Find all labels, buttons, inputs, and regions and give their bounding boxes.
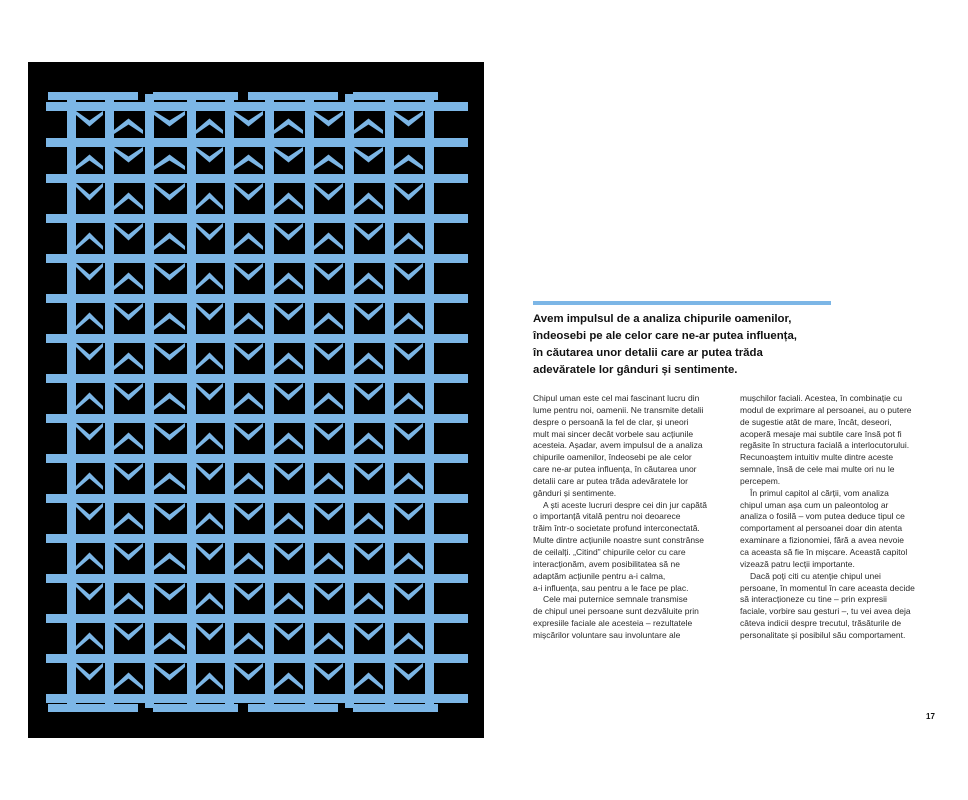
lattice-chevron xyxy=(196,593,223,611)
lattice-chevron xyxy=(114,383,143,401)
body-column-right xyxy=(740,393,936,642)
lattice-chevron xyxy=(274,543,303,561)
lattice-chevron xyxy=(154,155,185,171)
lattice-chevron xyxy=(114,303,143,321)
lattice-chevron xyxy=(274,353,303,371)
lattice-chevron xyxy=(154,313,185,331)
lead-line: în căutarea unor detalii care ar putea trăda xyxy=(533,347,763,359)
body-line: mișcărilor voluntare sau involuntare ale xyxy=(533,629,681,640)
lattice-chevron xyxy=(76,663,103,681)
lattice-horizontal-bar xyxy=(46,174,468,183)
lattice-chevron xyxy=(196,223,223,241)
lattice-chevron xyxy=(114,147,143,163)
lattice-chevron xyxy=(154,423,185,441)
lattice-chevron xyxy=(76,583,103,601)
lattice-chevron xyxy=(114,223,143,241)
lattice-chevron xyxy=(234,473,263,491)
lattice-chevron xyxy=(394,473,423,491)
body-line: faciale, vorbire sau gesturi –, tu vei avea deja xyxy=(740,606,911,617)
left-page-illustration xyxy=(28,62,484,738)
lattice-horizontal-bar xyxy=(46,654,468,663)
lattice-chevron xyxy=(196,119,223,135)
lattice-chevron xyxy=(394,183,423,201)
lattice-chevron xyxy=(394,503,423,521)
lattice-chevron xyxy=(314,263,343,281)
lattice-chevron xyxy=(76,633,103,651)
lattice-chevron xyxy=(274,193,303,211)
lattice-chevron xyxy=(314,393,343,411)
body-line: acoperă mesaje mai subtile care însă pot fi xyxy=(740,428,902,439)
lattice-chevron xyxy=(314,313,343,331)
lead-paragraph xyxy=(533,311,853,379)
lattice-chevron xyxy=(354,513,383,531)
lead-line: Avem impulsul de a analiza chipurile oamenilor, xyxy=(533,313,792,325)
lattice-chevron xyxy=(234,583,263,601)
lattice-chevron xyxy=(76,553,103,571)
body-line: de sugestie atât de mare, încât, deseori, xyxy=(740,416,892,427)
body-line: Chipul uman este cel mai fascinant lucru din xyxy=(533,393,700,403)
body-line: lume pentru noi, oamenii. Ne transmite detalii xyxy=(533,404,704,415)
lattice-chevron xyxy=(394,423,423,441)
lattice-chevron xyxy=(354,463,383,481)
lattice-chevron xyxy=(354,433,383,451)
lattice-horizontal-bar xyxy=(46,102,468,111)
lattice-chevron xyxy=(274,147,303,163)
lattice-chevron xyxy=(114,463,143,481)
lattice-chevron xyxy=(314,183,343,201)
lattice-chevron xyxy=(274,119,303,135)
lattice-chevron xyxy=(154,633,185,651)
body-line: adaptăm acțiunile pentru a-i calma, xyxy=(533,570,666,581)
lattice-horizontal-bar xyxy=(46,414,468,423)
lattice-chevron xyxy=(314,233,343,251)
lattice-cap xyxy=(248,92,338,100)
lead-line: adevăratele lor gânduri și sentimente. xyxy=(533,364,738,376)
lattice-chevron xyxy=(354,593,383,611)
body-line: analiza o fosilă – vom putea deduce tipul ce xyxy=(740,511,905,522)
lattice-chevron xyxy=(154,111,185,127)
body-line: examinare a fizionomiei, fără a avea nevoie xyxy=(740,535,904,546)
lattice-chevron xyxy=(274,623,303,641)
lattice-chevron xyxy=(114,353,143,371)
lattice-chevron xyxy=(314,111,343,127)
body-line: Dacă poți citi cu atenție chipul unei xyxy=(750,570,881,581)
lattice-chevron xyxy=(154,663,185,681)
lattice-chevron xyxy=(394,263,423,281)
lattice-horizontal-bar xyxy=(46,214,468,223)
body-line: percepem. xyxy=(740,475,781,486)
lattice-chevron xyxy=(354,623,383,641)
body-line: chipul uman așa cum un paleontolog ar xyxy=(740,499,889,510)
body-line: a-i influența, sau pentru a le face pe plac. xyxy=(533,582,689,593)
lattice-chevron xyxy=(314,583,343,601)
lattice-horizontal-bar xyxy=(46,534,468,543)
lattice-chevron xyxy=(196,147,223,163)
lattice-chevron xyxy=(234,111,263,127)
lattice-chevron xyxy=(76,313,103,331)
lattice-chevron xyxy=(274,593,303,611)
lattice-chevron xyxy=(114,543,143,561)
lattice-chevron xyxy=(274,383,303,401)
accent-rule xyxy=(533,301,831,305)
body-line: gânduri și sentimente. xyxy=(533,487,617,498)
lattice-chevron xyxy=(234,343,263,361)
body-line: o importanță vitală pentru noi deoarece xyxy=(533,511,681,522)
body-line: câteva indicii despre trecutul, trăsăturile de xyxy=(740,618,902,629)
lattice-chevron xyxy=(274,513,303,531)
lattice-chevron xyxy=(274,223,303,241)
lattice-cap xyxy=(153,704,238,712)
lattice-chevron xyxy=(154,263,185,281)
lattice-chevron xyxy=(234,393,263,411)
lattice-chevron xyxy=(154,343,185,361)
lattice-chevron xyxy=(76,473,103,491)
lattice-chevron xyxy=(314,503,343,521)
lattice-chevron xyxy=(196,463,223,481)
lattice-horizontal-bar xyxy=(46,138,468,147)
lattice-chevron xyxy=(394,233,423,251)
body-line: mușchilor faciali. Acestea, în combinație cu xyxy=(740,393,903,403)
body-line: regăsite în structura facială a interlocutorului. xyxy=(740,440,910,451)
lattice-horizontal-bar xyxy=(46,574,468,583)
lattice-chevron xyxy=(114,513,143,531)
body-column-left xyxy=(533,393,729,642)
lattice-chevron xyxy=(274,303,303,321)
lattice-chevron xyxy=(314,473,343,491)
lattice-chevron xyxy=(196,353,223,371)
lattice-chevron xyxy=(394,393,423,411)
lattice-chevron xyxy=(394,583,423,601)
lattice-chevron xyxy=(314,633,343,651)
body-line: În primul capitol al cărții, vom analiza xyxy=(750,487,889,498)
lattice-chevron xyxy=(154,183,185,201)
body-line: A ști aceste lucruri despre cei din jur capătă xyxy=(543,499,707,510)
body-line: personalitate și posibilul său comportament. xyxy=(740,629,906,640)
page-number: 17 xyxy=(926,712,935,721)
lattice-chevron xyxy=(76,155,103,171)
lattice-chevron xyxy=(394,663,423,681)
lattice-chevron xyxy=(234,503,263,521)
lattice-pattern-image xyxy=(28,62,484,738)
lattice-chevron xyxy=(234,155,263,171)
lattice-chevron xyxy=(314,423,343,441)
lattice-chevron xyxy=(234,663,263,681)
lattice-cap xyxy=(48,92,138,100)
right-page xyxy=(484,62,968,738)
lattice-chevron xyxy=(314,155,343,171)
lattice-horizontal-bar xyxy=(46,374,468,383)
lattice-chevron xyxy=(196,623,223,641)
lattice-cap xyxy=(353,92,438,100)
body-line: despre o persoană la fel de clar, și uneori xyxy=(533,416,689,427)
lattice-chevron xyxy=(114,433,143,451)
lattice-chevron xyxy=(354,193,383,211)
lattice-horizontal-bar xyxy=(46,494,468,503)
lattice-chevron xyxy=(274,273,303,291)
lattice-chevron xyxy=(394,633,423,651)
lattice-chevron xyxy=(76,183,103,201)
lattice-chevron xyxy=(354,303,383,321)
body-line: Recunoaștem intuitiv multe dintre aceste xyxy=(740,452,894,463)
lattice-horizontal-bar xyxy=(46,694,468,703)
lattice-chevron xyxy=(354,673,383,691)
lattice-cap xyxy=(353,704,438,712)
lattice-chevron xyxy=(114,673,143,691)
lattice-chevron xyxy=(114,273,143,291)
lattice-chevron xyxy=(394,313,423,331)
body-line: expresiile faciale ale acesteia – rezultatele xyxy=(533,618,693,629)
lattice-horizontal-bar xyxy=(46,614,468,623)
lattice-chevron xyxy=(154,233,185,251)
lattice-chevron xyxy=(196,193,223,211)
lattice-chevron xyxy=(154,583,185,601)
lattice-chevron xyxy=(354,383,383,401)
body-line: comportament al persoanei doar din atenta xyxy=(740,523,903,534)
lattice-chevron xyxy=(234,233,263,251)
lattice-chevron xyxy=(354,273,383,291)
lattice-chevron xyxy=(354,353,383,371)
body-line: de chipul unei persoane sunt dezvăluite prin xyxy=(533,606,699,617)
lattice-chevron xyxy=(76,233,103,251)
lattice-chevron xyxy=(234,313,263,331)
lattice-chevron xyxy=(76,111,103,127)
body-line: chipurile oamenilor, îndeosebi pe ale celor xyxy=(533,452,692,463)
lattice-chevron xyxy=(196,273,223,291)
lattice-chevron xyxy=(394,155,423,171)
lattice-chevron xyxy=(196,303,223,321)
lattice-chevron xyxy=(314,663,343,681)
body-line: interacționăm, avem posibilitatea să ne xyxy=(533,558,680,569)
lattice-chevron xyxy=(234,263,263,281)
lattice-chevron xyxy=(234,553,263,571)
body-line: trăim într-o societate profund interconectată. xyxy=(533,523,700,534)
lattice-chevron xyxy=(274,673,303,691)
lattice-chevron xyxy=(114,193,143,211)
lattice-chevron xyxy=(234,633,263,651)
lattice-chevron xyxy=(354,119,383,135)
body-line: detalii care ar putea trăda adevăratele lor xyxy=(533,475,688,486)
lattice-chevron xyxy=(114,623,143,641)
lattice-horizontal-bar xyxy=(46,334,468,343)
lattice-chevron xyxy=(196,673,223,691)
body-line: ca aceasta să fie în mișcare. Această capitol xyxy=(740,546,908,557)
lattice-chevron xyxy=(76,423,103,441)
lattice-chevron xyxy=(76,393,103,411)
body-line: de ceilalți. „Citind” chipurile celor cu care xyxy=(533,546,686,557)
body-line: să interacționeze cu tine – prin expresii xyxy=(740,594,887,605)
lattice-chevron xyxy=(76,263,103,281)
lattice-chevron xyxy=(234,183,263,201)
lattice-chevron xyxy=(394,343,423,361)
lattice-horizontal-bar xyxy=(46,254,468,263)
lead-line: îndeosebi pe ale celor care ne-ar putea influența, xyxy=(533,330,797,342)
lattice-chevron xyxy=(76,343,103,361)
lattice-chevron xyxy=(354,543,383,561)
lattice-chevron xyxy=(196,543,223,561)
lattice-chevron xyxy=(314,553,343,571)
lattice-chevron xyxy=(354,147,383,163)
lattice-chevron xyxy=(196,513,223,531)
lattice-chevron xyxy=(196,383,223,401)
lattice-cap xyxy=(48,704,138,712)
lattice-chevron xyxy=(314,343,343,361)
body-line: acesteia. Așadar, avem impulsul de a analiza xyxy=(533,440,703,451)
lattice-chevron xyxy=(354,223,383,241)
body-line: mult mai sincer decât vorbele sau acțiunile xyxy=(533,428,694,439)
body-line: vizează patru lecții importante. xyxy=(740,558,855,569)
lattice-chevron xyxy=(154,553,185,571)
lattice-chevron xyxy=(234,423,263,441)
body-line: Cele mai puternice semnale transmise xyxy=(543,594,688,605)
body-line: persoane, în momentul în care aceasta decide xyxy=(740,582,915,593)
lattice-chevron xyxy=(196,433,223,451)
lattice-horizontal-bar xyxy=(46,454,468,463)
lattice-chevron xyxy=(394,111,423,127)
lattice-chevron xyxy=(114,119,143,135)
body-line: semnale, însă de cele mai multe ori nu le xyxy=(740,464,895,475)
body-line: Multe dintre acțiunile noastre sunt constrânse xyxy=(533,535,705,546)
body-line: modul de exprimare al persoanei, au o putere xyxy=(740,404,912,415)
lattice-cap xyxy=(153,92,238,100)
lattice-cap xyxy=(248,704,338,712)
lattice-chevron xyxy=(394,553,423,571)
lattice-chevron xyxy=(114,593,143,611)
lattice-horizontal-bar xyxy=(46,294,468,303)
lattice-chevron xyxy=(274,463,303,481)
lattice-chevron xyxy=(154,473,185,491)
lattice-chevron xyxy=(76,503,103,521)
lattice-chevron xyxy=(274,433,303,451)
lattice-chevron xyxy=(154,393,185,411)
lattice-chevron xyxy=(154,503,185,521)
body-line: care ne-ar putea influența, în căutarea unor xyxy=(533,464,697,475)
